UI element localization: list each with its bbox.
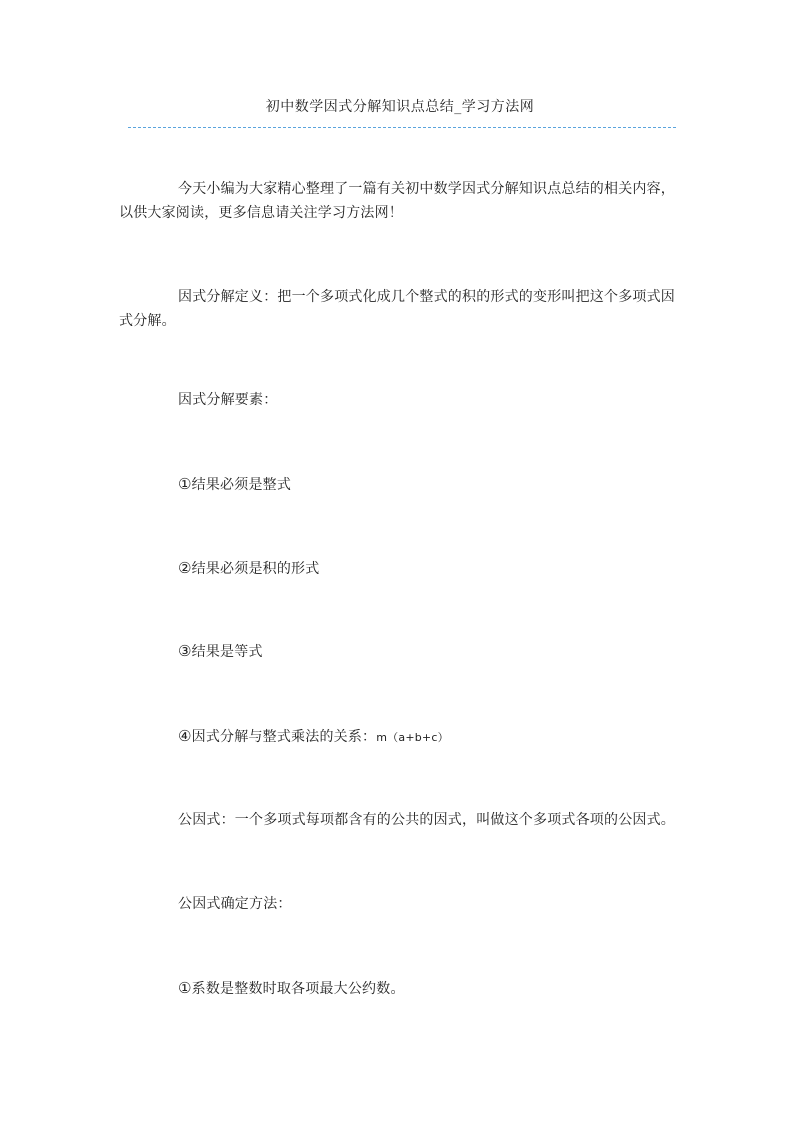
- element-text: 结果必须是积的形式: [191, 561, 320, 577]
- elements-heading: 因式分解要素：: [178, 392, 278, 408]
- method-number: ①: [178, 979, 192, 997]
- element-item-3: [178, 641, 263, 662]
- element-text: 结果必须是整式: [191, 477, 292, 493]
- element-item-1: [178, 474, 291, 495]
- element-item-2: [178, 558, 319, 579]
- element-number: ②: [178, 559, 192, 577]
- element-text: 因式分解与整式乘法的关系：: [191, 729, 377, 745]
- title-dashed-divider: [128, 127, 676, 128]
- element-number: ③: [178, 642, 192, 660]
- document-title: 初中数学因式分解知识点总结_学习方法网: [265, 99, 535, 115]
- intro-paragraph: 今天小编为大家精心整理了一篇有关初中数学因式分解知识点总结的相关内容，以供大家阅读，更多信息请关注学习方法网！: [119, 181, 675, 221]
- element-text: 结果是等式: [191, 644, 263, 660]
- method-item-1: [178, 978, 405, 999]
- element-number: ①: [178, 475, 192, 493]
- element-number: ④: [178, 727, 192, 745]
- definition-paragraph: 因式分解定义：把一个多项式化成几个整式的积的形式的变形叫把这个多项式因式分解。: [119, 289, 675, 329]
- element-item-4: [178, 726, 449, 748]
- method-text: 系数是整数时取各项最大公约数。: [191, 981, 405, 997]
- common-factor-paragraph: 公因式：一个多项式每项都含有的公共的因式，叫做这个多项式各项的公因式。: [178, 812, 675, 828]
- formula-text: m（a+b+c）: [376, 731, 449, 744]
- common-factor-method-heading: 公因式确定方法：: [178, 896, 292, 912]
